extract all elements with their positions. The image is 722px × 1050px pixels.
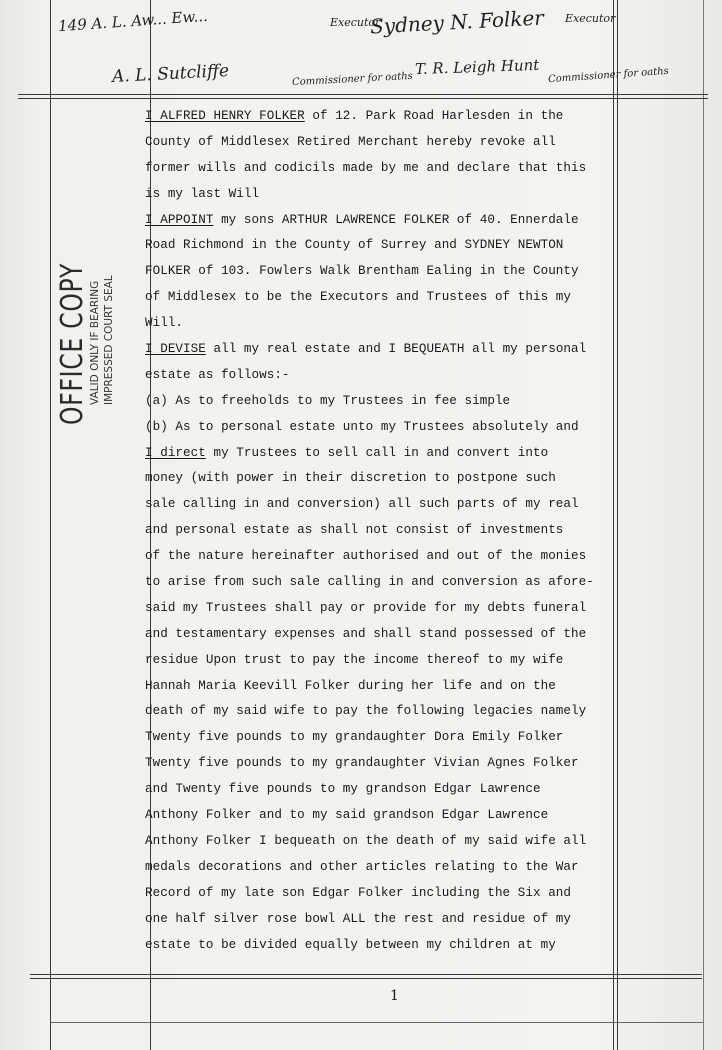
line-text: of the nature hereinafter authorised and out of the monies xyxy=(145,549,587,564)
line-text: said my Trustees shall pay or provide for my debts funeral xyxy=(145,600,587,615)
line-text: Will. xyxy=(145,316,184,331)
page-edge-rule xyxy=(703,0,704,1050)
executor-signature: Sydney N. Folker xyxy=(369,5,545,39)
text-line xyxy=(145,518,615,544)
page-number: 1 xyxy=(390,988,399,1004)
header-rule-bottom xyxy=(18,98,708,99)
stamp-line-1: VALID ONLY IF BEARING xyxy=(89,280,101,405)
text-line xyxy=(145,622,615,648)
line-text: my Trustees to sell call in and convert into xyxy=(205,445,549,460)
margin-rule-right-inner xyxy=(617,0,618,1050)
line-text: one half silver rose bowl ALL the rest and residue of my xyxy=(145,911,572,926)
text-line xyxy=(145,441,615,467)
text-line xyxy=(145,285,615,311)
line-text: Anthony Folker and to my said grandson Edgar Lawrence xyxy=(145,808,549,823)
text-line xyxy=(145,648,615,674)
line-text: to arise from such sale calling in and conversion as afore- xyxy=(145,575,594,590)
line-text: estate to be divided equally between my children at my xyxy=(145,937,556,952)
text-line xyxy=(145,777,615,803)
line-text: of Middlesex to be the Executors and Trustees of this my xyxy=(145,290,572,305)
header-rule-top xyxy=(18,94,708,95)
reference-signature: 149 A. L. Aw... Ew... xyxy=(57,6,209,36)
line-text: Anthony Folker I bequeath on the death of my said wife all xyxy=(145,833,587,848)
will-body xyxy=(145,104,615,958)
text-line xyxy=(145,933,615,959)
text-line xyxy=(145,492,615,518)
text-line xyxy=(145,544,615,570)
line-text: and Twenty five pounds to my grandson Edgar Lawrence xyxy=(145,782,541,797)
text-line xyxy=(145,466,615,492)
line-text: (a) As to freeholds to my Trustees in fee simple xyxy=(145,393,511,408)
line-text: Hannah Maria Keevill Folker during her life and on the xyxy=(145,678,556,693)
line-text: and personal estate as shall not consist of investments xyxy=(145,523,564,538)
line-text: Twenty five pounds to my grandaughter Dora Emily Folker xyxy=(145,730,564,745)
line-text: money (with power in their discretion to postpone such xyxy=(145,471,556,486)
line-text: Road Richmond in the County of Surrey and SYDNEY NEWTON xyxy=(145,238,564,253)
text-line xyxy=(145,208,615,234)
text-line xyxy=(145,130,615,156)
line-text: and testamentary expenses and shall stand possessed of the xyxy=(145,626,587,641)
line-text: all my real estate and I BEQUEATH all my personal xyxy=(205,342,587,357)
line-text: estate as follows:- xyxy=(145,367,290,382)
bottom-edge-rule xyxy=(50,1022,703,1023)
footer-rule-top xyxy=(30,974,702,975)
line-text: Twenty five pounds to my grandaughter Vivian Agnes Folker xyxy=(145,756,579,771)
line-text: County of Middlesex Retired Merchant hereby revoke all xyxy=(145,134,556,149)
executor-label-left: Executor xyxy=(330,16,381,29)
footer-rule-bottom xyxy=(30,978,702,979)
text-line xyxy=(145,311,615,337)
text-line xyxy=(145,389,615,415)
line-text: of 12. Park Road Harlesden in the xyxy=(304,109,564,123)
text-line xyxy=(145,415,615,441)
line-text: is my last Will xyxy=(145,186,260,201)
text-line xyxy=(145,337,615,363)
text-line xyxy=(145,907,615,933)
witness-signature-right: T. R. Leigh Hunt xyxy=(414,55,540,79)
clause-heading: I ALFRED HENRY FOLKER xyxy=(145,109,305,123)
margin-rule-left xyxy=(50,0,51,1050)
clause-heading: I direct xyxy=(145,445,206,460)
office-copy-stamp xyxy=(55,225,150,425)
text-line xyxy=(145,233,615,259)
text-line xyxy=(145,570,615,596)
text-line xyxy=(145,104,615,130)
line-text: my sons ARTHUR LAWRENCE FOLKER of 40. Ennerdale xyxy=(213,212,579,227)
text-line xyxy=(145,674,615,700)
text-line xyxy=(145,881,615,907)
witness-signature-left: A. L. Sutcliffe xyxy=(111,60,230,88)
line-text: Record of my late son Edgar Folker including the Six and xyxy=(145,885,572,900)
executor-label-right: Executor xyxy=(565,12,616,25)
line-text: residue Upon trust to pay the income thereof to my wife xyxy=(145,652,564,667)
text-line xyxy=(145,803,615,829)
text-line xyxy=(145,855,615,881)
commissioner-label-right: Commissioner for oaths xyxy=(547,65,670,86)
clause-heading: I DEVISE xyxy=(145,342,206,357)
text-line xyxy=(145,259,615,285)
text-line xyxy=(145,829,615,855)
line-text: former wills and codicils made by me and declare that this xyxy=(145,160,587,175)
line-text: sale calling in and conversion) all such parts of my real xyxy=(145,497,579,512)
clause-heading: I APPOINT xyxy=(145,212,214,227)
text-line xyxy=(145,156,615,182)
line-text: medals decorations and other articles relating to the War xyxy=(145,859,579,874)
commissioner-label-left: Commissioner for oaths xyxy=(291,70,414,89)
line-text: death of my said wife to pay the following legacies namely xyxy=(145,704,587,719)
text-line xyxy=(145,182,615,208)
stamp-title: OFFICE COPY xyxy=(55,262,90,425)
text-line xyxy=(145,725,615,751)
text-line xyxy=(145,751,615,777)
text-line xyxy=(145,363,615,389)
text-line xyxy=(145,596,615,622)
stamp-line-2: IMPRESSED COURT SEAL xyxy=(103,275,115,405)
line-text: FOLKER of 103. Fowlers Walk Brentham Ealing in the County xyxy=(145,264,579,279)
line-text: (b) As to personal estate unto my Trustees absolutely and xyxy=(145,419,579,434)
text-line xyxy=(145,699,615,725)
